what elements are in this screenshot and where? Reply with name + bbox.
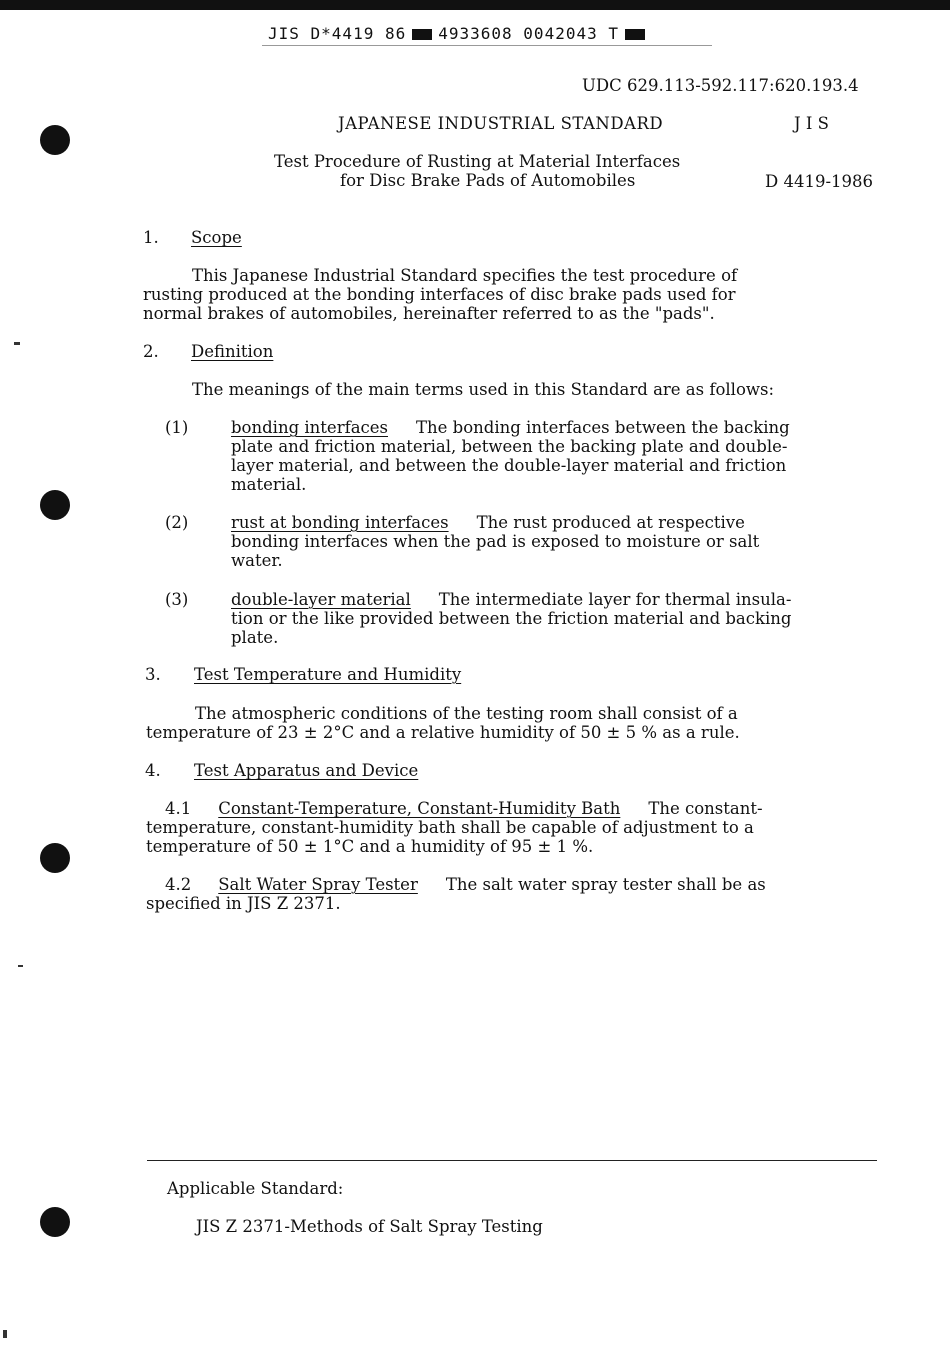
text-line: bonding interfaces when the pad is exposed to moisture or salt — [231, 532, 760, 551]
section-heading-apparatus: Test Apparatus and Device — [194, 761, 419, 780]
text-line: The atmospheric conditions of the testing room shall consist of a — [195, 704, 738, 723]
control-code-right: 4933608 0042043 T — [438, 24, 619, 43]
clause-number: 4.1 — [165, 799, 192, 818]
definition-number: (1) — [165, 418, 189, 437]
binder-hole — [40, 1207, 70, 1237]
definition-double-layer-material — [231, 590, 791, 647]
scan-speck — [18, 965, 23, 967]
definition-term: rust at bonding interfaces — [231, 513, 449, 532]
text-line: rusting produced at the bonding interfaces of disc brake pads used for — [143, 285, 736, 304]
clause-4-2 — [146, 875, 766, 913]
text-line: plate and friction material, between the backing plate and double- — [231, 437, 788, 456]
section-heading-scope: Scope — [191, 228, 242, 247]
binder-hole — [40, 125, 70, 155]
document-control-code — [268, 24, 651, 43]
binder-hole — [40, 490, 70, 520]
text-line: tion or the like provided between the friction material and backing — [231, 609, 792, 628]
scan-speck — [14, 342, 20, 345]
text-line: layer material, and between the double-layer material and friction — [231, 456, 787, 475]
temperature-paragraph — [146, 704, 740, 742]
text-line: temperature of 23 ± 2°C and a relative humidity of 50 ± 5 % as a rule. — [146, 723, 740, 742]
text-line: plate. — [231, 628, 279, 647]
definition-intro: The meanings of the main terms used in this Standard are as follows: — [192, 380, 775, 399]
section-heading-temperature-humidity: Test Temperature and Humidity — [194, 665, 462, 684]
text-line: temperature of 50 ± 1°C and a humidity of 95 ± 1 %. — [146, 837, 594, 856]
clause-title: Salt Water Spray Tester — [218, 875, 418, 894]
section-number: 3. — [145, 665, 161, 684]
section-heading-definition: Definition — [191, 342, 274, 361]
applicable-standard-reference: JIS Z 2371-Methods of Salt Spray Testing — [196, 1217, 543, 1236]
text-line: temperature, constant-humidity bath shall be capable of adjustment to a — [146, 818, 754, 837]
binder-hole — [40, 843, 70, 873]
scope-paragraph — [143, 266, 737, 323]
definition-rust-at-bonding-interfaces — [231, 513, 759, 570]
clause-number: 4.2 — [165, 875, 192, 894]
text-line: water. — [231, 551, 283, 570]
document-title-line1: Test Procedure of Rusting at Material Interfaces — [274, 152, 681, 171]
control-code-left: JIS D*4419 86 — [268, 24, 407, 43]
definition-number: (3) — [165, 590, 189, 609]
redaction-block — [412, 29, 432, 40]
text-line: The constant- — [648, 799, 763, 818]
jis-mark: J I S — [794, 114, 829, 133]
section-number: 1. — [143, 228, 159, 247]
text-line: The salt water spray tester shall be as — [445, 875, 766, 894]
definition-bonding-interfaces — [231, 418, 790, 494]
definition-number: (2) — [165, 513, 189, 532]
udc-code: UDC 629.113-592.117:620.193.4 — [582, 76, 859, 95]
header-underline — [262, 45, 712, 46]
text-line: This Japanese Industrial Standard specifies the test procedure of — [192, 266, 738, 285]
footer-divider — [147, 1160, 877, 1161]
standard-designation: D 4419-1986 — [765, 172, 874, 191]
section-number: 4. — [145, 761, 161, 780]
document-title-line2: for Disc Brake Pads of Automobiles — [340, 171, 636, 190]
organization-title: JAPANESE INDUSTRIAL STANDARD — [338, 114, 664, 133]
clause-4-1 — [146, 799, 763, 856]
top-border-rule — [0, 0, 950, 10]
definition-term: bonding interfaces — [231, 418, 388, 437]
definition-term: double-layer material — [231, 590, 411, 609]
text-line: normal brakes of automobiles, hereinafter referred to as the "pads". — [143, 304, 715, 323]
text-line: The intermediate layer for thermal insula- — [438, 590, 792, 609]
clause-title: Constant-Temperature, Constant-Humidity Bath — [218, 799, 621, 818]
section-number: 2. — [143, 342, 159, 361]
applicable-standard-label: Applicable Standard: — [167, 1179, 344, 1198]
text-line: material. — [231, 475, 307, 494]
redaction-block — [625, 29, 645, 40]
scan-speck — [3, 1330, 7, 1338]
text-line: The bonding interfaces between the backing — [416, 418, 790, 437]
text-line: The rust produced at respective — [476, 513, 745, 532]
text-line: specified in JIS Z 2371. — [146, 894, 341, 913]
